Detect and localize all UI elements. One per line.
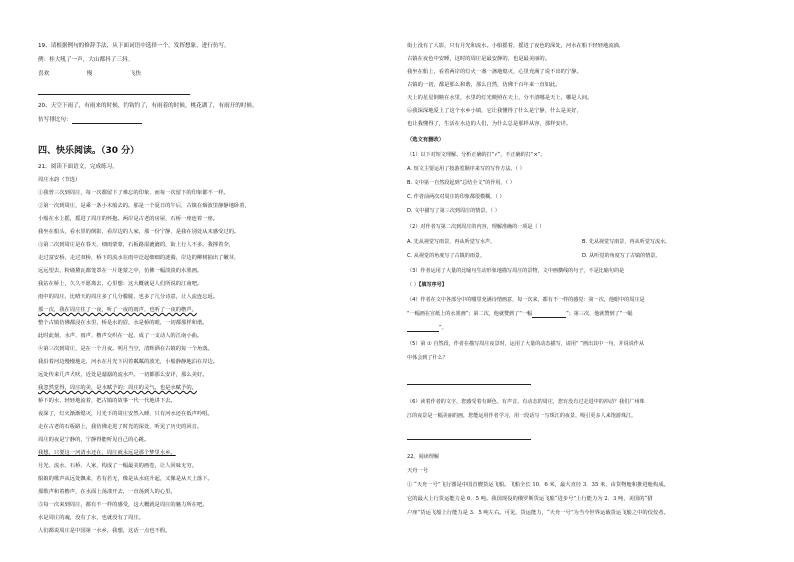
passage-line: 我站在桥上，久久不愿离去，心里想：这大概就是人们所说的江南吧。 — [38, 281, 203, 287]
right-column — [407, 0, 769, 562]
q2-options-row — [407, 253, 661, 260]
q20-label: 仿写排比句： — [38, 117, 72, 123]
q4-text: ”；第三次，他就赞到了“一幅 — [566, 311, 633, 317]
passage-line: ②第一次到周庄，是乘一条小木船去的。那是一个夏日的午后，古镇在烟波里静静地卧着， — [38, 203, 250, 209]
q1-prompt: （1）以下对短文理解、分析正确的打“√”，不正确的打“×”。 — [407, 152, 546, 158]
passage-line: 水是周庄的魂，没有了水，也就没有了周庄。 — [38, 515, 144, 521]
passage-line: 小船在水上摇，摇进了周庄的怀抱。两岸是古老的房屋，石桥一座连着一座。 — [38, 216, 219, 222]
passage-line: 古镇的一切，都是那么和谐，那么自然，仿佛千百年来一直如此。 — [407, 82, 561, 88]
passage-line: 走在古老的石板路上，我仿佛走进了时光的深处，听见了历史的回音。 — [38, 424, 203, 430]
q4-line2 — [407, 311, 632, 318]
passage-line: ⑥我深深地爱上了这个水乡小镇，它让我懂得了什么是宁静，什么是美好， — [407, 108, 582, 114]
q22-line: 户座”货运飞船上行能力是 3．5 吨左右。可见，货运能力，“天舟一号”为当今世界运载货运飞船之中的佼佼者。 — [407, 510, 669, 516]
passage-line: 古镇在夜色中安睡，这时的周庄是最安静的，也是最美丽的。 — [407, 56, 551, 62]
passage-line: 也让我懂得了，生活在水边的人们，为什么总是那样从容，那样安详。 — [407, 121, 572, 127]
q22-line: ① “天舟一号”飞行器是中国首艘货运飞船。飞船全长 10．6 米，最大直径 3．35 米，由货物舱和推进舱构成。 — [407, 482, 669, 488]
q21-prompt: 21、阅读下面语文，完成练习。 — [38, 164, 118, 170]
q19-word: 喜欢 — [38, 71, 50, 77]
q3-answer — [407, 282, 447, 289]
passage-line-underlined: 那一次，我在周庄住了一夜，听了一夜的雨声，也听了一夜的橹声。 — [38, 307, 197, 313]
passage-line: 夜深了，灯火渐渐熄灭，月光下的周庄安然入睡，只有河水还在低声吟唱。 — [38, 411, 213, 417]
passage-line-underlined: 我想，只要这一河清水还在，周庄就永远是那个梦里水乡。 — [38, 450, 176, 456]
passage-line: 走过富安桥，走过双桥，桥下的流水在雨中泛起细细的涟漪，岸边的柳树抽出了嫩芽， — [38, 255, 240, 261]
passage-line: ④第三次到周庄，是在一个月夜。明月当空，清辉洒在古镇的每一个角落。 — [38, 346, 213, 352]
q2-option[interactable]: B. 先从视觉写雨景，再从听觉写流水。 — [582, 239, 671, 245]
q19-answer-line[interactable] — [38, 94, 190, 95]
q2-prompt: （2）对作者写第二次到周庄的内容，理解准确的一项是（ ） — [407, 224, 545, 230]
passage-line: ①我曾三次到周庄，每一次都留下了难忘的印象，而每一次留下的印象都不一样。 — [38, 190, 229, 196]
passage-line: 月光、流水、石桥、人家，构成了一幅最美的画卷，让人回味无穷。 — [38, 463, 197, 469]
passage-line: 我坐在船上，看着两岸的灯火一盏一盏地熄灭，心里充满了说不出的宁静。 — [407, 69, 582, 75]
q4-prompt: （4）作者在文中各部分中的哪里充满诗情画意，每一次来，都有不一样的感觉：第一次，他眼中的周庄是 — [407, 297, 645, 303]
q2-option[interactable]: A. 先从视觉写雨景，再从听觉写水声。 — [407, 239, 496, 245]
q19-example: 例：桂大吼了一声，大山都抖了三抖。 — [38, 57, 134, 63]
passage-line: 远处传来几声犬吠，近处是潺潺的流水声。一切都那么安详，那么美好。 — [38, 372, 208, 378]
q1-item: C. 作者前两次对周庄的印象都很模糊。（ ） — [407, 194, 505, 200]
q20-answer — [38, 117, 142, 124]
q6-answer-line[interactable] — [407, 439, 531, 440]
passage-line: 我坐在船头，看水里的倒影，看岸边的人家，那一份宁静，是我在别处从未感受过的。 — [38, 229, 240, 235]
q4-line3 — [407, 325, 447, 332]
q4-blank-1[interactable] — [532, 311, 566, 318]
q19-word: 慢 — [86, 71, 93, 77]
q2-options-row — [407, 239, 671, 246]
q20-answer-blank[interactable] — [72, 117, 142, 124]
q2-option[interactable]: C. 从视觉的角度写了古镇的雨景。 — [407, 253, 486, 259]
q3-tag: 【填写序号】 — [418, 282, 447, 288]
passage-line: 人们都说周庄是中国第一水乡，我想，这话一点也不假。 — [38, 528, 171, 534]
passage-line: 街上没有了人影，只有月光和流水。小船摇着，摇进了夜色的深处，河水在船下轻轻地流淌， — [407, 43, 625, 49]
q22-subtitle: 天舟一号 — [407, 468, 429, 474]
q4-text: ”。 — [439, 325, 447, 331]
passage-title: 周庄水韵（节选） — [38, 177, 81, 183]
q1-item: A. 短文主要运用了按游览顺序来写的写作方法。（ ） — [407, 166, 525, 172]
passage-line: ⑤每一次来到周庄，都有不一样的感受，这大概就是周庄的魅力所在吧。 — [38, 502, 208, 508]
q19-word: 飞快 — [129, 71, 142, 77]
q20-prompt: 20、天空下雨了，有雨来的时候，钓钩钓了，有雨着的时候，桃花湖了，有雨开的时候。 — [38, 103, 258, 109]
passage-line: 那歌声和着橹声，在水面上荡漾开去，一直荡到人的心里。 — [38, 489, 176, 495]
passage-note: （选文有删改） — [407, 137, 445, 143]
q5-answer-line[interactable] — [407, 384, 531, 385]
q2-option[interactable]: D. 从听觉的角度写了古镇的情景。 — [582, 253, 661, 259]
passage-line-underlined: 我忽然觉得，周庄的美，是水赋予的；周庄的灵气，也是水赋予的。 — [38, 385, 197, 391]
q6-prompt: （6）读着作者的文字，您感受着有颜色、有声音，有动态的周庄，您有没有过走进中的冲动？我们广州珠 — [407, 399, 645, 405]
q5-prompt: （5）第 ① 自然段，作者在描写周庄夜景时，运用了大量的动态描写，请用“ ”画出其中一句，并说说作从 — [407, 341, 644, 347]
section-title: 四、快乐阅读。（30 分） — [38, 146, 140, 156]
q3-bracket[interactable]: （ ） — [407, 282, 419, 288]
passage-line: 远远望去，粉墙黛瓦都笼罩在一片迷蒙之中，仿佛一幅淡淡的水墨画。 — [38, 268, 203, 274]
left-column — [38, 0, 388, 562]
q6-line2: 江的夜景是一幅美丽的画，您能运用作者学习，用一段话写一写珠江的夜景，吸引更多人来饱游珠江。 — [407, 413, 637, 419]
q19-prompt: 19、请根据例句的修辞手法，从下面词语中选择一个，发挥想象，进行仿写。 — [38, 43, 230, 49]
passage-line: 整个古镇仿佛都浸在水里，桥是水的眉，水是桥的眼，一切都那样和谐。 — [38, 320, 208, 326]
passage-line: ③第二次到周庄是在春天，细雨蒙蒙，石板路湿漉漉的，街上行人不多。我撑着伞， — [38, 242, 234, 248]
q5-line2: 中体会到了什么？ — [407, 355, 448, 361]
passage-line: 天上的星星倒映在水里，水里的灯光映照在天上，分不清哪是天上，哪是人间。 — [407, 95, 593, 101]
passage-line: 周庄的夜是宁静的，宁静得能听见自己的心跳。 — [38, 437, 150, 443]
q4-text: “一幅画在宣纸上的水墨画”；第二次，他就赞到了“一幅 — [407, 311, 533, 317]
q1-item: D. 文中描写了第三次到周庄的情景。（ ） — [407, 208, 500, 214]
q1-item: B. 文中第一自然段起到“总结全文”的作用。（ ） — [407, 180, 515, 186]
passage-line: 雨中的周庄，比晴天的周庄多了几分朦胧，也多了几分诗意，让人流连忘返。 — [38, 294, 219, 300]
passage-line: 船娘的歌声从远处飘来，若有若无，像是从水底升起，又像是从天上落下。 — [38, 476, 213, 482]
passage-line: 桥下的水，轻轻地流着，把古镇的故事一代一代地讲下去。 — [38, 398, 176, 404]
q22-line: 它的最大上行货运能力是 6．5 吨。我国现役的俄罗斯货运飞船“进步号”上行能力为 2．3 吨，美国的“猎 — [407, 496, 653, 502]
q19-words — [38, 71, 141, 78]
q22-title: 22、阅读理解 — [407, 454, 439, 460]
q3-prompt: （3）作者运用了大量的比喻句生动形象地描写周庄的景物，文中画横线的句子，不是比喻句的是 — [407, 268, 625, 274]
passage-line: 我沿着河边慢慢地走，河水在月光下闪着粼粼的波光，小船静静地泊在岸边。 — [38, 359, 219, 365]
passage-line: 此时此刻，水声、雨声、橹声交织在一起，成了一支动人的江南小曲。 — [38, 333, 203, 339]
q4-blank-2[interactable] — [407, 325, 439, 332]
